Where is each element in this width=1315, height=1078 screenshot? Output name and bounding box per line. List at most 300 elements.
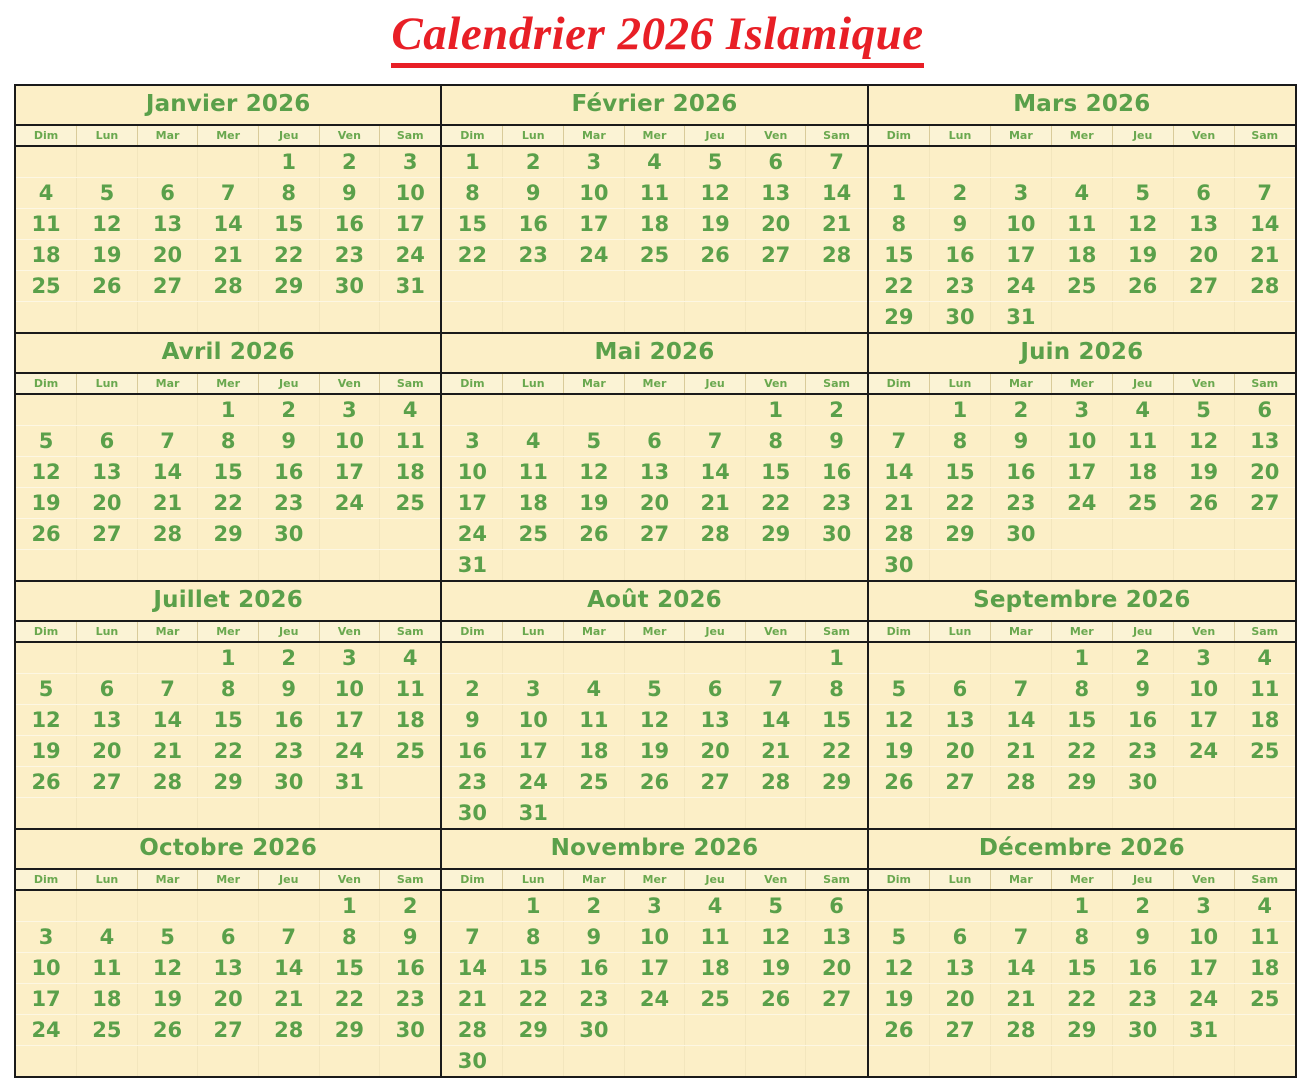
- day-cell[interactable]: 6: [930, 674, 991, 705]
- day-cell[interactable]: 28: [1234, 271, 1295, 302]
- day-cell[interactable]: 27: [137, 271, 198, 302]
- day-cell[interactable]: 26: [685, 240, 746, 271]
- day-cell[interactable]: 25: [380, 488, 441, 519]
- day-cell[interactable]: 21: [137, 488, 198, 519]
- day-cell[interactable]: 26: [624, 767, 685, 798]
- day-cell[interactable]: 8: [198, 426, 259, 457]
- day-cell[interactable]: 12: [869, 705, 930, 736]
- day-cell[interactable]: 20: [1234, 457, 1295, 488]
- day-cell[interactable]: 21: [685, 488, 746, 519]
- day-cell[interactable]: 12: [624, 705, 685, 736]
- day-cell[interactable]: 3: [442, 426, 503, 457]
- day-cell[interactable]: 9: [319, 178, 380, 209]
- day-cell[interactable]: 19: [16, 488, 77, 519]
- day-cell[interactable]: 7: [198, 178, 259, 209]
- day-cell[interactable]: 17: [16, 984, 77, 1015]
- day-cell[interactable]: 20: [745, 209, 806, 240]
- day-cell[interactable]: 13: [745, 178, 806, 209]
- day-cell[interactable]: 22: [258, 240, 319, 271]
- day-cell[interactable]: 6: [198, 922, 259, 953]
- day-cell[interactable]: 10: [503, 705, 564, 736]
- day-cell[interactable]: 7: [442, 922, 503, 953]
- day-cell[interactable]: 27: [198, 1015, 259, 1046]
- day-cell[interactable]: 15: [1051, 953, 1112, 984]
- day-cell[interactable]: 29: [198, 767, 259, 798]
- day-cell[interactable]: 17: [1173, 953, 1234, 984]
- day-cell[interactable]: 12: [77, 209, 138, 240]
- day-cell[interactable]: 28: [137, 767, 198, 798]
- day-cell[interactable]: 14: [990, 705, 1051, 736]
- day-cell[interactable]: 2: [442, 674, 503, 705]
- day-cell[interactable]: 2: [258, 642, 319, 674]
- day-cell[interactable]: 23: [380, 984, 441, 1015]
- day-cell[interactable]: 24: [564, 240, 625, 271]
- day-cell[interactable]: 7: [258, 922, 319, 953]
- day-cell[interactable]: 21: [258, 984, 319, 1015]
- day-cell[interactable]: 17: [442, 488, 503, 519]
- day-cell[interactable]: 27: [624, 519, 685, 550]
- day-cell[interactable]: 1: [806, 642, 867, 674]
- day-cell[interactable]: 14: [442, 953, 503, 984]
- day-cell[interactable]: 6: [77, 426, 138, 457]
- day-cell[interactable]: 8: [258, 178, 319, 209]
- day-cell[interactable]: 21: [990, 736, 1051, 767]
- day-cell[interactable]: 26: [869, 1015, 930, 1046]
- day-cell[interactable]: 27: [685, 767, 746, 798]
- day-cell[interactable]: 28: [442, 1015, 503, 1046]
- day-cell[interactable]: 11: [16, 209, 77, 240]
- day-cell[interactable]: 15: [745, 457, 806, 488]
- day-cell[interactable]: 28: [137, 519, 198, 550]
- day-cell[interactable]: 2: [503, 146, 564, 178]
- day-cell[interactable]: 11: [1234, 674, 1295, 705]
- day-cell[interactable]: 10: [442, 457, 503, 488]
- day-cell[interactable]: 14: [685, 457, 746, 488]
- day-cell[interactable]: 4: [503, 426, 564, 457]
- day-cell[interactable]: 16: [806, 457, 867, 488]
- day-cell[interactable]: 8: [319, 922, 380, 953]
- day-cell[interactable]: 1: [930, 394, 991, 426]
- day-cell[interactable]: 30: [258, 767, 319, 798]
- day-cell[interactable]: 18: [1051, 240, 1112, 271]
- day-cell[interactable]: 13: [137, 209, 198, 240]
- day-cell[interactable]: 6: [1234, 394, 1295, 426]
- day-cell[interactable]: 24: [624, 984, 685, 1015]
- day-cell[interactable]: 17: [503, 736, 564, 767]
- day-cell[interactable]: 8: [503, 922, 564, 953]
- day-cell[interactable]: 16: [1112, 705, 1173, 736]
- day-cell[interactable]: 22: [442, 240, 503, 271]
- day-cell[interactable]: 13: [1234, 426, 1295, 457]
- day-cell[interactable]: 22: [930, 488, 991, 519]
- day-cell[interactable]: 12: [745, 922, 806, 953]
- day-cell[interactable]: 22: [1051, 736, 1112, 767]
- day-cell[interactable]: 29: [1051, 1015, 1112, 1046]
- day-cell[interactable]: 18: [16, 240, 77, 271]
- day-cell[interactable]: 19: [1173, 457, 1234, 488]
- day-cell[interactable]: 13: [685, 705, 746, 736]
- day-cell[interactable]: 29: [745, 519, 806, 550]
- day-cell[interactable]: 11: [380, 674, 441, 705]
- day-cell[interactable]: 23: [442, 767, 503, 798]
- day-cell[interactable]: 16: [503, 209, 564, 240]
- day-cell[interactable]: 27: [930, 767, 991, 798]
- day-cell[interactable]: 30: [380, 1015, 441, 1046]
- day-cell[interactable]: 1: [258, 146, 319, 178]
- day-cell[interactable]: 11: [1112, 426, 1173, 457]
- day-cell[interactable]: 6: [1173, 178, 1234, 209]
- day-cell[interactable]: 22: [319, 984, 380, 1015]
- day-cell[interactable]: 28: [745, 767, 806, 798]
- day-cell[interactable]: 30: [442, 798, 503, 829]
- day-cell[interactable]: 2: [380, 890, 441, 922]
- day-cell[interactable]: 30: [1112, 767, 1173, 798]
- day-cell[interactable]: 9: [806, 426, 867, 457]
- day-cell[interactable]: 24: [380, 240, 441, 271]
- day-cell[interactable]: 13: [930, 705, 991, 736]
- day-cell[interactable]: 19: [77, 240, 138, 271]
- day-cell[interactable]: 5: [869, 922, 930, 953]
- day-cell[interactable]: 2: [564, 890, 625, 922]
- day-cell[interactable]: 18: [77, 984, 138, 1015]
- day-cell[interactable]: 21: [137, 736, 198, 767]
- day-cell[interactable]: 8: [745, 426, 806, 457]
- day-cell[interactable]: 17: [319, 705, 380, 736]
- day-cell[interactable]: 12: [1112, 209, 1173, 240]
- day-cell[interactable]: 18: [380, 705, 441, 736]
- day-cell[interactable]: 10: [380, 178, 441, 209]
- day-cell[interactable]: 20: [930, 984, 991, 1015]
- day-cell[interactable]: 8: [806, 674, 867, 705]
- day-cell[interactable]: 1: [1051, 642, 1112, 674]
- day-cell[interactable]: 21: [442, 984, 503, 1015]
- day-cell[interactable]: 3: [319, 642, 380, 674]
- day-cell[interactable]: 18: [564, 736, 625, 767]
- day-cell[interactable]: 21: [990, 984, 1051, 1015]
- day-cell[interactable]: 26: [137, 1015, 198, 1046]
- day-cell[interactable]: 24: [503, 767, 564, 798]
- day-cell[interactable]: 8: [869, 209, 930, 240]
- day-cell[interactable]: 7: [869, 426, 930, 457]
- day-cell[interactable]: 25: [503, 519, 564, 550]
- day-cell[interactable]: 17: [1173, 705, 1234, 736]
- day-cell[interactable]: 20: [77, 488, 138, 519]
- day-cell[interactable]: 28: [990, 767, 1051, 798]
- day-cell[interactable]: 3: [319, 394, 380, 426]
- day-cell[interactable]: 10: [1173, 922, 1234, 953]
- day-cell[interactable]: 7: [990, 922, 1051, 953]
- day-cell[interactable]: 19: [137, 984, 198, 1015]
- day-cell[interactable]: 29: [258, 271, 319, 302]
- day-cell[interactable]: 2: [1112, 890, 1173, 922]
- day-cell[interactable]: 20: [624, 488, 685, 519]
- day-cell[interactable]: 27: [77, 519, 138, 550]
- day-cell[interactable]: 30: [442, 1046, 503, 1077]
- day-cell[interactable]: 26: [1173, 488, 1234, 519]
- day-cell[interactable]: 22: [869, 271, 930, 302]
- day-cell[interactable]: 16: [990, 457, 1051, 488]
- day-cell[interactable]: 23: [1112, 984, 1173, 1015]
- day-cell[interactable]: 11: [624, 178, 685, 209]
- day-cell[interactable]: 13: [930, 953, 991, 984]
- day-cell[interactable]: 19: [745, 953, 806, 984]
- day-cell[interactable]: 31: [319, 767, 380, 798]
- day-cell[interactable]: 5: [16, 426, 77, 457]
- day-cell[interactable]: 24: [319, 488, 380, 519]
- day-cell[interactable]: 9: [1112, 922, 1173, 953]
- day-cell[interactable]: 1: [198, 642, 259, 674]
- day-cell[interactable]: 10: [16, 953, 77, 984]
- day-cell[interactable]: 2: [990, 394, 1051, 426]
- day-cell[interactable]: 29: [1051, 767, 1112, 798]
- day-cell[interactable]: 11: [564, 705, 625, 736]
- day-cell[interactable]: 9: [1112, 674, 1173, 705]
- day-cell[interactable]: 17: [1051, 457, 1112, 488]
- day-cell[interactable]: 11: [685, 922, 746, 953]
- day-cell[interactable]: 27: [1234, 488, 1295, 519]
- day-cell[interactable]: 12: [137, 953, 198, 984]
- day-cell[interactable]: 25: [624, 240, 685, 271]
- day-cell[interactable]: 24: [990, 271, 1051, 302]
- day-cell[interactable]: 26: [77, 271, 138, 302]
- day-cell[interactable]: 1: [745, 394, 806, 426]
- day-cell[interactable]: 21: [806, 209, 867, 240]
- day-cell[interactable]: 19: [1112, 240, 1173, 271]
- day-cell[interactable]: 17: [624, 953, 685, 984]
- day-cell[interactable]: 21: [745, 736, 806, 767]
- day-cell[interactable]: 12: [869, 953, 930, 984]
- day-cell[interactable]: 21: [869, 488, 930, 519]
- day-cell[interactable]: 6: [624, 426, 685, 457]
- day-cell[interactable]: 29: [930, 519, 991, 550]
- day-cell[interactable]: 20: [685, 736, 746, 767]
- day-cell[interactable]: 21: [198, 240, 259, 271]
- day-cell[interactable]: 9: [258, 426, 319, 457]
- day-cell[interactable]: 3: [990, 178, 1051, 209]
- day-cell[interactable]: 3: [380, 146, 441, 178]
- day-cell[interactable]: 10: [564, 178, 625, 209]
- day-cell[interactable]: 15: [258, 209, 319, 240]
- day-cell[interactable]: 4: [1112, 394, 1173, 426]
- day-cell[interactable]: 7: [806, 146, 867, 178]
- day-cell[interactable]: 12: [16, 705, 77, 736]
- day-cell[interactable]: 9: [564, 922, 625, 953]
- day-cell[interactable]: 31: [442, 550, 503, 581]
- day-cell[interactable]: 15: [198, 705, 259, 736]
- day-cell[interactable]: 23: [990, 488, 1051, 519]
- day-cell[interactable]: 24: [1173, 736, 1234, 767]
- day-cell[interactable]: 6: [137, 178, 198, 209]
- day-cell[interactable]: 5: [137, 922, 198, 953]
- day-cell[interactable]: 11: [380, 426, 441, 457]
- day-cell[interactable]: 12: [564, 457, 625, 488]
- day-cell[interactable]: 13: [198, 953, 259, 984]
- day-cell[interactable]: 25: [564, 767, 625, 798]
- day-cell[interactable]: 16: [1112, 953, 1173, 984]
- day-cell[interactable]: 28: [685, 519, 746, 550]
- day-cell[interactable]: 25: [77, 1015, 138, 1046]
- day-cell[interactable]: 29: [869, 302, 930, 333]
- day-cell[interactable]: 1: [198, 394, 259, 426]
- day-cell[interactable]: 21: [1234, 240, 1295, 271]
- day-cell[interactable]: 26: [564, 519, 625, 550]
- day-cell[interactable]: 20: [1173, 240, 1234, 271]
- day-cell[interactable]: 5: [624, 674, 685, 705]
- day-cell[interactable]: 17: [319, 457, 380, 488]
- day-cell[interactable]: 5: [1112, 178, 1173, 209]
- day-cell[interactable]: 7: [685, 426, 746, 457]
- day-cell[interactable]: 18: [1234, 953, 1295, 984]
- day-cell[interactable]: 28: [258, 1015, 319, 1046]
- day-cell[interactable]: 26: [745, 984, 806, 1015]
- day-cell[interactable]: 20: [806, 953, 867, 984]
- day-cell[interactable]: 13: [1173, 209, 1234, 240]
- day-cell[interactable]: 15: [1051, 705, 1112, 736]
- day-cell[interactable]: 18: [685, 953, 746, 984]
- day-cell[interactable]: 8: [1051, 922, 1112, 953]
- day-cell[interactable]: 18: [1112, 457, 1173, 488]
- day-cell[interactable]: 19: [685, 209, 746, 240]
- day-cell[interactable]: 23: [1112, 736, 1173, 767]
- day-cell[interactable]: 10: [1051, 426, 1112, 457]
- day-cell[interactable]: 23: [503, 240, 564, 271]
- day-cell[interactable]: 10: [319, 426, 380, 457]
- day-cell[interactable]: 9: [258, 674, 319, 705]
- day-cell[interactable]: 8: [930, 426, 991, 457]
- day-cell[interactable]: 3: [1173, 890, 1234, 922]
- day-cell[interactable]: 7: [990, 674, 1051, 705]
- day-cell[interactable]: 14: [137, 705, 198, 736]
- day-cell[interactable]: 8: [442, 178, 503, 209]
- day-cell[interactable]: 12: [16, 457, 77, 488]
- day-cell[interactable]: 3: [503, 674, 564, 705]
- day-cell[interactable]: 28: [869, 519, 930, 550]
- day-cell[interactable]: 18: [380, 457, 441, 488]
- day-cell[interactable]: 9: [380, 922, 441, 953]
- day-cell[interactable]: 27: [745, 240, 806, 271]
- day-cell[interactable]: 26: [869, 767, 930, 798]
- day-cell[interactable]: 31: [503, 798, 564, 829]
- day-cell[interactable]: 15: [930, 457, 991, 488]
- day-cell[interactable]: 10: [990, 209, 1051, 240]
- day-cell[interactable]: 9: [503, 178, 564, 209]
- day-cell[interactable]: 7: [137, 426, 198, 457]
- day-cell[interactable]: 3: [1173, 642, 1234, 674]
- day-cell[interactable]: 4: [564, 674, 625, 705]
- day-cell[interactable]: 24: [1173, 984, 1234, 1015]
- day-cell[interactable]: 16: [319, 209, 380, 240]
- day-cell[interactable]: 15: [319, 953, 380, 984]
- day-cell[interactable]: 13: [806, 922, 867, 953]
- day-cell[interactable]: 12: [685, 178, 746, 209]
- day-cell[interactable]: 29: [806, 767, 867, 798]
- day-cell[interactable]: 15: [442, 209, 503, 240]
- day-cell[interactable]: 22: [1051, 984, 1112, 1015]
- day-cell[interactable]: 25: [1234, 984, 1295, 1015]
- day-cell[interactable]: 4: [380, 394, 441, 426]
- day-cell[interactable]: 16: [930, 240, 991, 271]
- day-cell[interactable]: 10: [319, 674, 380, 705]
- day-cell[interactable]: 4: [1051, 178, 1112, 209]
- day-cell[interactable]: 16: [564, 953, 625, 984]
- day-cell[interactable]: 5: [564, 426, 625, 457]
- day-cell[interactable]: 19: [564, 488, 625, 519]
- day-cell[interactable]: 25: [1051, 271, 1112, 302]
- day-cell[interactable]: 23: [806, 488, 867, 519]
- day-cell[interactable]: 23: [930, 271, 991, 302]
- day-cell[interactable]: 3: [1051, 394, 1112, 426]
- day-cell[interactable]: 29: [503, 1015, 564, 1046]
- day-cell[interactable]: 24: [1051, 488, 1112, 519]
- day-cell[interactable]: 2: [930, 178, 991, 209]
- day-cell[interactable]: 16: [258, 457, 319, 488]
- day-cell[interactable]: 13: [77, 705, 138, 736]
- day-cell[interactable]: 15: [198, 457, 259, 488]
- day-cell[interactable]: 26: [16, 767, 77, 798]
- day-cell[interactable]: 19: [869, 984, 930, 1015]
- day-cell[interactable]: 28: [806, 240, 867, 271]
- day-cell[interactable]: 25: [685, 984, 746, 1015]
- day-cell[interactable]: 30: [869, 550, 930, 581]
- day-cell[interactable]: 31: [990, 302, 1051, 333]
- day-cell[interactable]: 2: [258, 394, 319, 426]
- day-cell[interactable]: 4: [1234, 642, 1295, 674]
- day-cell[interactable]: 28: [198, 271, 259, 302]
- day-cell[interactable]: 30: [319, 271, 380, 302]
- day-cell[interactable]: 30: [564, 1015, 625, 1046]
- day-cell[interactable]: 14: [745, 705, 806, 736]
- day-cell[interactable]: 22: [198, 488, 259, 519]
- day-cell[interactable]: 14: [258, 953, 319, 984]
- day-cell[interactable]: 11: [503, 457, 564, 488]
- day-cell[interactable]: 5: [869, 674, 930, 705]
- day-cell[interactable]: 2: [319, 146, 380, 178]
- day-cell[interactable]: 4: [77, 922, 138, 953]
- day-cell[interactable]: 22: [198, 736, 259, 767]
- day-cell[interactable]: 22: [503, 984, 564, 1015]
- day-cell[interactable]: 19: [869, 736, 930, 767]
- day-cell[interactable]: 29: [319, 1015, 380, 1046]
- day-cell[interactable]: 14: [137, 457, 198, 488]
- day-cell[interactable]: 23: [319, 240, 380, 271]
- day-cell[interactable]: 25: [1112, 488, 1173, 519]
- day-cell[interactable]: 15: [806, 705, 867, 736]
- day-cell[interactable]: 20: [930, 736, 991, 767]
- day-cell[interactable]: 30: [1112, 1015, 1173, 1046]
- day-cell[interactable]: 27: [806, 984, 867, 1015]
- day-cell[interactable]: 27: [77, 767, 138, 798]
- day-cell[interactable]: 22: [745, 488, 806, 519]
- day-cell[interactable]: 25: [1234, 736, 1295, 767]
- day-cell[interactable]: 20: [77, 736, 138, 767]
- day-cell[interactable]: 23: [258, 736, 319, 767]
- day-cell[interactable]: 5: [77, 178, 138, 209]
- day-cell[interactable]: 1: [503, 890, 564, 922]
- day-cell[interactable]: 1: [1051, 890, 1112, 922]
- day-cell[interactable]: 1: [442, 146, 503, 178]
- day-cell[interactable]: 22: [806, 736, 867, 767]
- day-cell[interactable]: 18: [503, 488, 564, 519]
- day-cell[interactable]: 4: [685, 890, 746, 922]
- day-cell[interactable]: 14: [990, 953, 1051, 984]
- day-cell[interactable]: 6: [685, 674, 746, 705]
- day-cell[interactable]: 16: [380, 953, 441, 984]
- day-cell[interactable]: 11: [1051, 209, 1112, 240]
- day-cell[interactable]: 27: [1173, 271, 1234, 302]
- day-cell[interactable]: 16: [442, 736, 503, 767]
- day-cell[interactable]: 1: [319, 890, 380, 922]
- day-cell[interactable]: 14: [1234, 209, 1295, 240]
